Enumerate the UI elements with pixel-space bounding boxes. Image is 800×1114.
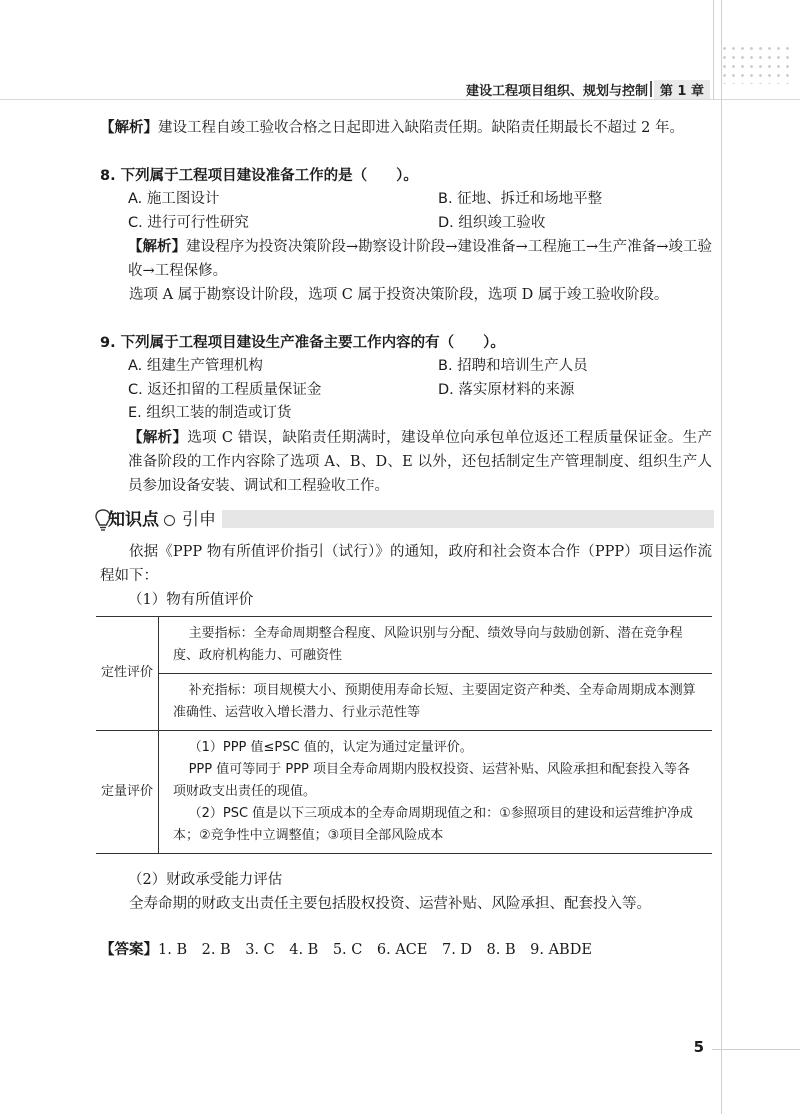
question-8-title: 8. 下列属于工程项目建设准备工作的是（ ）。 (100, 168, 418, 184)
header-separator (650, 81, 652, 97)
explanation-label: 【解析】 (128, 429, 188, 446)
running-header-title: 建设工程项目组织、规划与控制 (465, 84, 648, 99)
explanation-text: 选项 C 错误，缺陷责任期满时，建设单位向承包单位返还工程质量保证金。生产准备阶段的工作内容除了选项 A、B、D、E 以外，还包括制定生产管理制度、组织生产人员参加设备安装、调试和工程验收工作。 (128, 429, 713, 494)
kp-item-1: （1）物有所值评价 (128, 591, 254, 608)
corner-dot-pattern (720, 44, 792, 84)
kp-item-2: （2）财政承受能力评估 (128, 871, 283, 888)
explanation-8-detail: 选项 A 属于勘察设计阶段，选项 C 属于投资决策阶段，选项 D 属于竣工验收阶段。 (129, 287, 669, 303)
explanation-text: 建设程序为投资决策阶段→勘察设计阶段→建设准备→工程施工→生产准备→竣工验收→工程保修。 (128, 239, 712, 279)
page-content (100, 116, 712, 962)
qualitative-supplementary-indicators: 补充指标：项目规模大小、预期使用寿命长短、主要固定资产种类、全寿命周期成本测算准确性、运营收入增长潜力、行业示范性等 (159, 673, 712, 730)
header-rule (0, 99, 800, 100)
quantitative-line-2: PPP 值可等同于 PPP 项目全寿命周期内股权投资、运营补贴、风险承担和配套投入等各项财政支出责任的现值。 (173, 761, 691, 799)
running-header-chapter: 第 1 章 (654, 80, 710, 99)
qualitative-main-indicators: 主要指标：全寿命周期整合程度、风险识别与分配、绩效导向与鼓励创新、潜在竞争程度、政府机构能力、可融资性 (173, 625, 683, 663)
option-c: C. 进行可行性研究 (128, 214, 249, 231)
knowledge-point-title: 知识点 (108, 509, 159, 530)
knowledge-point-banner (94, 506, 712, 534)
answer-text: 1. B 2. B 3. C 4. B 5. C 6. ACE 7. D 8. B 9. ABDE (158, 941, 592, 958)
knowledge-point-subtitle: 引申 (182, 509, 216, 530)
kp-intro: 依据《PPP 物有所值评价指引（试行）》的通知，政府和社会资本合作（PPP）项目运作流程如下： (100, 543, 712, 584)
answer-label: 【答案】 (100, 941, 158, 958)
explanation-label: 【解析】 (128, 239, 187, 255)
explanation-9 (100, 426, 712, 498)
page-number: 5 (693, 1038, 704, 1056)
qualitative-label: 定性评价 (96, 616, 159, 730)
qualitative-content (159, 616, 713, 730)
bullet-dot-icon (164, 515, 175, 526)
explanation-7 (100, 116, 712, 140)
option-d: D. 落实原材料的来源 (438, 381, 575, 398)
banner-strip (222, 510, 714, 528)
kp-item-2-text: 全寿命期的财政支出责任主要包括股权投资、运营补贴、风险承担、配套投入等。 (129, 895, 651, 912)
quantitative-content (159, 730, 713, 853)
margin-line (721, 0, 722, 1114)
margin-line (713, 0, 714, 100)
table-row (96, 616, 712, 730)
quantitative-line-3: （2）PSC 值是以下三项成本的全寿命周期现值之和：①参照项目的建设和运营维护净成本；②竞争性中立调整值；③项目全部风险成本 (173, 805, 693, 843)
explanation-8 (100, 235, 712, 283)
question-8-options (100, 188, 712, 235)
question-9-options (100, 355, 712, 402)
answer-key (100, 938, 712, 962)
quantitative-label: 定量评价 (96, 730, 159, 853)
option-e: E. 组织工装的制造或订货 (128, 405, 292, 421)
value-for-money-table (96, 616, 712, 854)
option-a: A. 施工图设计 (128, 191, 220, 207)
option-a: A. 组建生产管理机构 (128, 358, 263, 374)
option-b: B. 招聘和培训生产人员 (438, 358, 588, 374)
question-9-title: 9. 下列属于工程项目建设生产准备主要工作内容的有（ ）。 (100, 335, 505, 351)
option-c: C. 返还扣留的工程质量保证金 (128, 381, 322, 398)
explanation-text: 建设工程自竣工验收合格之日起即进入缺陷责任期。缺陷责任期最长不超过 2 年。 (158, 120, 684, 136)
table-row (96, 730, 712, 853)
quantitative-line-1: （1）PPP 值≤PSC 值的，认定为通过定量评价。 (188, 739, 473, 755)
option-b: B. 征地、拆迁和场地平整 (438, 191, 603, 207)
explanation-label: 【解析】 (100, 120, 158, 136)
option-d: D. 组织竣工验收 (438, 214, 546, 231)
footer-rule (712, 1049, 800, 1050)
